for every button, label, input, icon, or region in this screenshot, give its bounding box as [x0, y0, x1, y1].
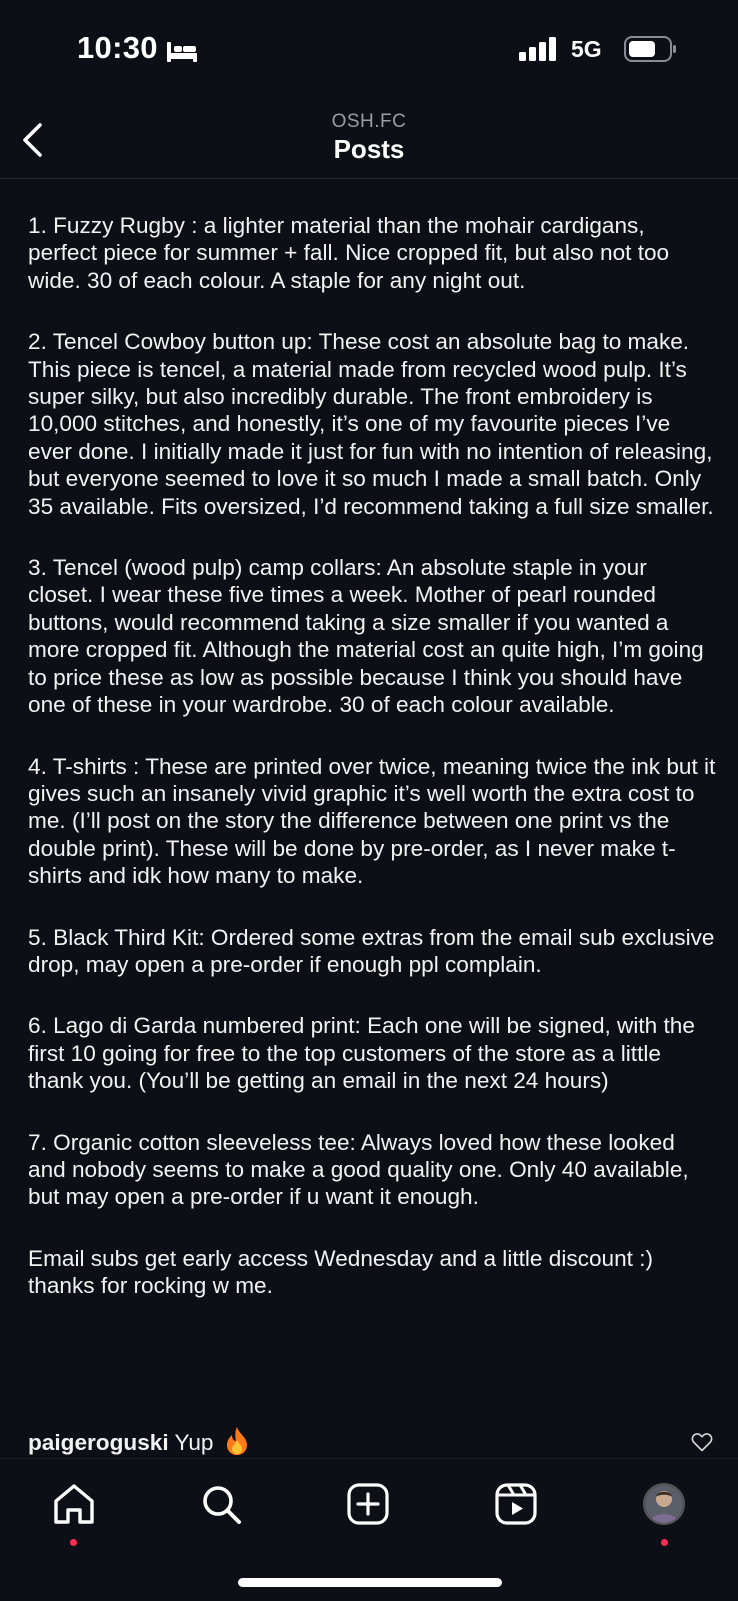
- comment-text: Yup: [174, 1430, 214, 1455]
- fire-emoji-icon: [224, 1426, 250, 1456]
- status-time: 10:30: [77, 30, 158, 65]
- header-divider: [0, 178, 738, 179]
- caption-paragraph: 2. Tencel Cowboy button up: These cost an absolute bag to make. This piece is tencel, a material made from recycled wood pulp. It’s super silky, but also incredibly durable. The front embroidery is 10,000 stitches, and honestly, it’s one of my favourite pieces I’ve ever done. I initially made it just for fun with no intention of releasing, but everyone seemed to love it so much I made a small batch. Only 35 available. Fits oversized, I’d recommend taking a full size smaller.: [28, 329, 714, 519]
- caption-paragraph: 7. Organic cotton sleeveless tee: Always loved how these looked and nobody seems to make a good quality one. Only 40 available, but may open a pre-order if u want it enough.: [28, 1129, 689, 1210]
- avatar-image: [645, 1485, 683, 1523]
- heart-outline-icon[interactable]: [691, 1432, 713, 1452]
- posts-header: [0, 100, 738, 180]
- caption-paragraph: 5. Black Third Kit: Ordered some extras from the email sub exclusive drop, may open a pre-order if enough ppl complain.: [28, 924, 715, 977]
- sleep-bed-icon: [166, 38, 198, 64]
- search-icon[interactable]: [198, 1481, 244, 1527]
- signal-icon: [519, 37, 557, 61]
- home-icon[interactable]: [51, 1481, 97, 1527]
- caption-paragraph: 3. Tencel (wood pulp) camp collars: An absolute staple in your closet. I wear these five times a week. Mother of pearl rounded buttons, would recommend taking a size smaller if you wanted a more cropped fit. Although the material cost an quite high, I’m going to price these as low as possible because I think you should have one of these in your wardrobe. 30 of each colour available.: [28, 555, 704, 718]
- home-notification-dot: [70, 1539, 77, 1546]
- comment-row: [28, 1426, 668, 1456]
- status-bar: [0, 0, 738, 100]
- reels-icon[interactable]: [493, 1481, 539, 1527]
- post-caption: [28, 212, 718, 1334]
- create-post-icon[interactable]: [345, 1481, 391, 1527]
- caption-paragraph: 6. Lago di Garda numbered print: Each one will be signed, with the first 10 going for free to the top customers of the store as a little thank you. (You’ll be getting an email in the next 24 hours): [28, 1013, 695, 1094]
- profile-avatar[interactable]: [643, 1483, 685, 1525]
- battery-icon: [624, 36, 678, 62]
- network-type-label: 5G: [571, 36, 602, 62]
- comment-username[interactable]: paigeroguski: [28, 1430, 169, 1455]
- page-title: Posts: [333, 134, 405, 164]
- home-indicator[interactable]: [238, 1578, 502, 1587]
- account-name[interactable]: OSH.FC: [331, 111, 407, 132]
- caption-paragraph: 1. Fuzzy Rugby : a lighter material than the mohair cardigans, perfect piece for summer + fall. Nice cropped fit, but also not too wide. 30 of each colour. A staple for any night out.: [28, 213, 670, 293]
- caption-paragraph: Email subs get early access Wednesday and a little discount :) thanks for rocking w me.: [28, 1245, 653, 1299]
- caption-paragraph: 4. T-shirts : These are printed over twice, meaning twice the ink but it gives such an insanely vivid graphic it’s well worth the extra cost to me. (I’ll post on the story the difference between one print vs the double print). These will be done by pre-order, as I never make t-shirts and idk how many to make.: [28, 753, 716, 889]
- profile-notification-dot: [661, 1539, 668, 1546]
